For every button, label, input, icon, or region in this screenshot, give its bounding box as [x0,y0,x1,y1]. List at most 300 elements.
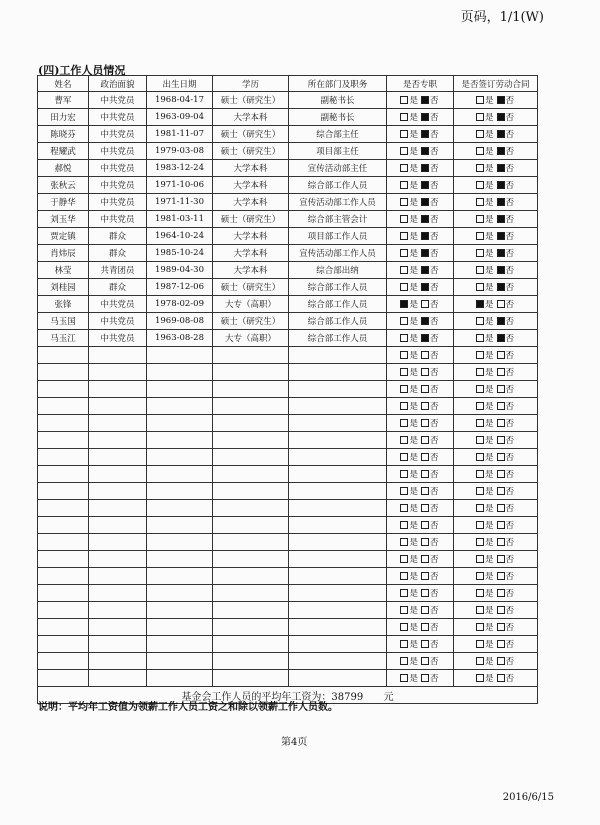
fulltime-yes-checkbox[interactable] [400,164,408,172]
education-cell: 大学本科 [213,228,289,245]
department-cell: 项目部工作人员 [289,228,387,245]
fulltime-yes-checkbox[interactable] [400,606,408,614]
contract-no-label: 否 [505,419,515,429]
contract-no-checkbox[interactable] [497,606,505,614]
contract-yes-checkbox[interactable] [476,538,484,546]
contract-yes-checkbox[interactable] [476,334,484,342]
table-row [38,211,538,228]
empty-cell [89,517,147,534]
empty-cell [89,585,147,602]
contract-cell [454,143,538,160]
contract-yes-label: 是 [484,555,494,565]
fulltime-yes-label: 是 [409,555,418,565]
contract-yes-checkbox[interactable] [476,266,484,274]
fulltime-no-checkbox[interactable] [421,164,429,172]
department-cell: 综合部工作人员 [289,279,387,296]
empty-cell [213,653,289,670]
fulltime-yes-checkbox[interactable] [400,317,408,325]
empty-cell [89,415,147,432]
empty-cell [89,619,147,636]
fulltime-no-checkbox[interactable] [421,521,429,529]
fulltime-yes-checkbox[interactable] [400,113,408,121]
contract-no-checkbox[interactable] [497,300,505,308]
contract-yes-checkbox[interactable] [476,470,484,478]
fulltime-no-checkbox[interactable] [421,436,429,444]
contract-yes-label: 是 [484,674,494,684]
empty-cell [213,449,289,466]
staff-name-cell: 贾定镇 [38,228,89,245]
fulltime-yes-label: 是 [409,419,418,429]
fulltime-no-checkbox[interactable] [421,198,429,206]
contract-no-checkbox[interactable] [497,130,505,138]
contract-no-checkbox[interactable] [497,640,505,648]
fulltime-no-checkbox[interactable] [421,147,429,155]
empty-cell [213,568,289,585]
contract-no-checkbox[interactable] [497,368,505,376]
contract-yes-label: 是 [484,453,494,463]
fulltime-no-label: 否 [430,385,439,395]
empty-cell [89,432,147,449]
fulltime-no-label: 否 [430,181,439,191]
fulltime-no-checkbox[interactable] [421,334,429,342]
birth-date-cell: 1987-12-06 [147,279,213,296]
contract-cell [454,160,538,177]
contract-yes-label: 是 [484,385,494,395]
contract-yes-checkbox[interactable] [476,640,484,648]
contract-yes-checkbox[interactable] [476,317,484,325]
contract-no-checkbox[interactable] [497,538,505,546]
fulltime-no-label: 否 [430,504,439,514]
empty-cell [38,585,89,602]
fulltime-no-checkbox[interactable] [421,555,429,563]
contract-no-label: 否 [505,249,515,259]
fulltime-yes-label: 是 [409,606,418,616]
empty-cell [213,364,289,381]
contract-yes-label: 是 [484,334,494,344]
contract-cell [454,279,538,296]
education-cell: 大学本科 [213,109,289,126]
contract-yes-checkbox[interactable] [476,351,484,359]
fulltime-no-checkbox[interactable] [421,504,429,512]
fulltime-cell [387,228,454,245]
fulltime-yes-label: 是 [409,351,418,361]
contract-yes-checkbox[interactable] [476,283,484,291]
contract-yes-checkbox[interactable] [476,215,484,223]
empty-cell [289,602,387,619]
staff-name-cell: 肖炜辰 [38,245,89,262]
contract-no-checkbox[interactable] [497,555,505,563]
contract-yes-checkbox[interactable] [476,589,484,597]
contract-no-label: 否 [505,453,515,463]
empty-cell [89,466,147,483]
department-cell: 宣传活动部工作人员 [289,245,387,262]
contract-yes-label: 是 [484,589,494,599]
contract-yes-checkbox[interactable] [476,164,484,172]
empty-cell [289,670,387,687]
fulltime-cell [387,330,454,347]
empty-cell [289,432,387,449]
birth-date-cell: 1989-04-30 [147,262,213,279]
fulltime-yes-label: 是 [409,538,418,548]
birth-date-cell: 1981-11-07 [147,126,213,143]
political-status-cell: 群众 [89,228,147,245]
empty-cell [38,432,89,449]
fulltime-yes-checkbox[interactable] [400,181,408,189]
fulltime-no-label: 否 [430,300,439,310]
fulltime-no-checkbox[interactable] [421,96,429,104]
fulltime-no-checkbox[interactable] [421,385,429,393]
empty-table-row [38,381,538,398]
fulltime-no-label: 否 [430,130,439,140]
empty-cell [213,347,289,364]
fulltime-no-checkbox[interactable] [421,181,429,189]
fulltime-no-checkbox[interactable] [421,419,429,427]
political-status-cell: 中共党员 [89,330,147,347]
contract-yes-checkbox[interactable] [476,232,484,240]
table-row [38,194,538,211]
fulltime-cell [387,619,454,636]
fulltime-no-label: 否 [430,555,439,565]
empty-table-row [38,347,538,364]
fulltime-yes-checkbox[interactable] [400,623,408,631]
fulltime-no-label: 否 [430,436,439,446]
contract-no-label: 否 [505,436,515,446]
contract-no-checkbox[interactable] [497,317,505,325]
fulltime-no-label: 否 [430,283,439,293]
contract-no-checkbox[interactable] [497,385,505,393]
fulltime-no-checkbox[interactable] [421,606,429,614]
contract-yes-checkbox[interactable] [476,487,484,495]
contract-yes-checkbox[interactable] [476,453,484,461]
empty-cell [38,347,89,364]
political-status-cell: 中共党员 [89,313,147,330]
contract-yes-label: 是 [484,368,494,378]
contract-no-checkbox[interactable] [497,96,505,104]
fulltime-yes-label: 是 [409,130,418,140]
empty-cell [147,381,213,398]
fulltime-no-checkbox[interactable] [421,113,429,121]
empty-cell [147,534,213,551]
fulltime-cell [387,551,454,568]
department-cell: 综合部工作人员 [289,296,387,313]
fulltime-yes-checkbox[interactable] [400,249,408,257]
contract-yes-label: 是 [484,300,494,310]
col-header-department: 所在部门及职务 [289,76,387,92]
contract-no-checkbox[interactable] [497,249,505,257]
contract-no-checkbox[interactable] [497,215,505,223]
fulltime-yes-checkbox[interactable] [400,283,408,291]
fulltime-yes-checkbox[interactable] [400,657,408,665]
contract-yes-label: 是 [484,113,494,123]
contract-yes-label: 是 [484,266,494,276]
fulltime-yes-checkbox[interactable] [400,147,408,155]
empty-cell [213,500,289,517]
contract-yes-checkbox[interactable] [476,368,484,376]
contract-yes-label: 是 [484,130,494,140]
fulltime-yes-checkbox[interactable] [400,538,408,546]
fulltime-no-checkbox[interactable] [421,266,429,274]
contract-yes-checkbox[interactable] [476,657,484,665]
col-header-name: 姓名 [38,76,89,92]
contract-cell [454,245,538,262]
fulltime-yes-checkbox[interactable] [400,521,408,529]
fulltime-yes-checkbox[interactable] [400,300,408,308]
fulltime-yes-checkbox[interactable] [400,96,408,104]
contract-no-checkbox[interactable] [497,657,505,665]
fulltime-no-checkbox[interactable] [421,657,429,665]
fulltime-no-label: 否 [430,351,439,361]
contract-yes-label: 是 [484,351,494,361]
fulltime-no-label: 否 [430,113,439,123]
contract-cell [454,313,538,330]
fulltime-yes-checkbox[interactable] [400,640,408,648]
contract-yes-checkbox[interactable] [476,181,484,189]
fulltime-no-label: 否 [430,674,439,684]
contract-cell [454,568,538,585]
department-cell: 副秘书长 [289,92,387,109]
table-row [38,177,538,194]
fulltime-yes-checkbox[interactable] [400,419,408,427]
contract-yes-label: 是 [484,504,494,514]
contract-no-checkbox[interactable] [497,504,505,512]
staff-name-cell: 马玉国 [38,313,89,330]
fulltime-cell [387,194,454,211]
fulltime-yes-checkbox[interactable] [400,351,408,359]
fulltime-no-label: 否 [430,215,439,225]
fulltime-yes-checkbox[interactable] [400,436,408,444]
fulltime-yes-label: 是 [409,589,418,599]
birth-date-cell: 1979-03-08 [147,143,213,160]
contract-yes-checkbox[interactable] [476,521,484,529]
contract-yes-checkbox[interactable] [476,300,484,308]
table-row [38,228,538,245]
empty-cell [289,517,387,534]
empty-cell [213,381,289,398]
empty-cell [147,432,213,449]
empty-table-row [38,602,538,619]
department-cell: 综合部出纳 [289,262,387,279]
fulltime-yes-checkbox[interactable] [400,504,408,512]
contract-yes-checkbox[interactable] [476,623,484,631]
contract-no-checkbox[interactable] [497,198,505,206]
fulltime-yes-label: 是 [409,266,418,276]
contract-no-label: 否 [505,300,515,310]
contract-no-label: 否 [505,368,515,378]
contract-no-checkbox[interactable] [497,521,505,529]
contract-no-checkbox[interactable] [497,181,505,189]
section-title: (四)工作人员情况 [38,64,126,77]
fulltime-yes-label: 是 [409,521,418,531]
contract-no-checkbox[interactable] [497,674,505,682]
birth-date-cell: 1971-10-06 [147,177,213,194]
staff-name-cell: 田力宏 [38,109,89,126]
political-status-cell: 群众 [89,279,147,296]
contract-no-checkbox[interactable] [497,572,505,580]
contract-no-checkbox[interactable] [497,164,505,172]
contract-yes-checkbox[interactable] [476,249,484,257]
fulltime-no-checkbox[interactable] [421,470,429,478]
fulltime-no-checkbox[interactable] [421,351,429,359]
fulltime-yes-checkbox[interactable] [400,674,408,682]
fulltime-no-checkbox[interactable] [421,300,429,308]
contract-yes-checkbox[interactable] [476,385,484,393]
empty-cell [289,398,387,415]
contract-yes-label: 是 [484,623,494,633]
fulltime-no-label: 否 [430,96,439,106]
contract-cell [454,670,538,687]
fulltime-yes-checkbox[interactable] [400,334,408,342]
empty-cell [147,483,213,500]
fulltime-cell [387,177,454,194]
fulltime-yes-checkbox[interactable] [400,368,408,376]
fulltime-yes-checkbox[interactable] [400,232,408,240]
contract-yes-checkbox[interactable] [476,606,484,614]
contract-yes-checkbox[interactable] [476,436,484,444]
fulltime-yes-checkbox[interactable] [400,572,408,580]
fulltime-yes-label: 是 [409,453,418,463]
contract-yes-checkbox[interactable] [476,674,484,682]
fulltime-no-checkbox[interactable] [421,674,429,682]
fulltime-no-checkbox[interactable] [421,453,429,461]
empty-cell [147,466,213,483]
empty-cell [147,415,213,432]
fulltime-yes-checkbox[interactable] [400,589,408,597]
birth-date-cell: 1978-02-09 [147,296,213,313]
empty-cell [213,636,289,653]
fulltime-no-checkbox[interactable] [421,487,429,495]
empty-cell [38,415,89,432]
empty-table-row [38,568,538,585]
contract-no-checkbox[interactable] [497,419,505,427]
contract-yes-checkbox[interactable] [476,402,484,410]
contract-yes-label: 是 [484,215,494,225]
contract-yes-checkbox[interactable] [476,113,484,121]
contract-no-checkbox[interactable] [497,351,505,359]
fulltime-no-checkbox[interactable] [421,640,429,648]
staff-table [37,75,538,704]
fulltime-yes-checkbox[interactable] [400,130,408,138]
contract-yes-checkbox[interactable] [476,504,484,512]
empty-cell [89,534,147,551]
contract-no-checkbox[interactable] [497,589,505,597]
contract-no-checkbox[interactable] [497,232,505,240]
fulltime-no-checkbox[interactable] [421,589,429,597]
contract-no-label: 否 [505,164,515,174]
contract-no-label: 否 [505,385,515,395]
fulltime-no-checkbox[interactable] [421,623,429,631]
contract-no-label: 否 [505,640,515,650]
contract-yes-label: 是 [484,96,494,106]
fulltime-yes-checkbox[interactable] [400,266,408,274]
contract-no-label: 否 [505,538,515,548]
contract-yes-checkbox[interactable] [476,96,484,104]
fulltime-no-checkbox[interactable] [421,249,429,257]
contract-no-checkbox[interactable] [497,436,505,444]
contract-no-label: 否 [505,555,515,565]
empty-cell [38,381,89,398]
fulltime-no-label: 否 [430,487,439,497]
fulltime-yes-checkbox[interactable] [400,487,408,495]
fulltime-yes-checkbox[interactable] [400,215,408,223]
staff-name-cell: 马玉江 [38,330,89,347]
contract-yes-checkbox[interactable] [476,572,484,580]
contract-yes-checkbox[interactable] [476,198,484,206]
contract-cell [454,653,538,670]
fulltime-no-checkbox[interactable] [421,317,429,325]
document-date: 2016/6/15 [502,792,554,803]
fulltime-yes-label: 是 [409,317,418,327]
fulltime-yes-checkbox[interactable] [400,402,408,410]
contract-no-checkbox[interactable] [497,623,505,631]
fulltime-no-checkbox[interactable] [421,538,429,546]
education-cell: 大学本科 [213,160,289,177]
fulltime-no-checkbox[interactable] [421,215,429,223]
staff-name-cell: 程耀武 [38,143,89,160]
contract-yes-checkbox[interactable] [476,147,484,155]
table-row [38,245,538,262]
contract-yes-label: 是 [484,606,494,616]
staff-name-cell: 张秋云 [38,177,89,194]
contract-no-checkbox[interactable] [497,453,505,461]
empty-cell [289,500,387,517]
fulltime-yes-checkbox[interactable] [400,453,408,461]
fulltime-no-checkbox[interactable] [421,232,429,240]
fulltime-yes-checkbox[interactable] [400,385,408,393]
contract-no-checkbox[interactable] [497,470,505,478]
contract-cell [454,517,538,534]
table-row [38,330,538,347]
fulltime-no-checkbox[interactable] [421,402,429,410]
birth-date-cell: 1963-08-28 [147,330,213,347]
empty-table-row [38,619,538,636]
fulltime-yes-checkbox[interactable] [400,198,408,206]
contract-no-checkbox[interactable] [497,334,505,342]
fulltime-cell [387,568,454,585]
empty-cell [38,670,89,687]
contract-no-label: 否 [505,351,515,361]
empty-cell [89,347,147,364]
fulltime-no-checkbox[interactable] [421,572,429,580]
fulltime-yes-checkbox[interactable] [400,470,408,478]
fulltime-no-checkbox[interactable] [421,368,429,376]
contract-cell [454,415,538,432]
contract-no-checkbox[interactable] [497,147,505,155]
political-status-cell: 中共党员 [89,109,147,126]
contract-no-checkbox[interactable] [497,402,505,410]
empty-cell [213,551,289,568]
political-status-cell: 中共党员 [89,194,147,211]
contract-no-label: 否 [505,521,515,531]
contract-no-checkbox[interactable] [497,283,505,291]
empty-cell [89,568,147,585]
contract-yes-checkbox[interactable] [476,130,484,138]
contract-no-checkbox[interactable] [497,487,505,495]
contract-cell [454,432,538,449]
contract-no-checkbox[interactable] [497,113,505,121]
contract-yes-label: 是 [484,657,494,667]
empty-cell [147,619,213,636]
fulltime-yes-checkbox[interactable] [400,555,408,563]
contract-cell [454,619,538,636]
birth-date-cell: 1981-03-11 [147,211,213,228]
fulltime-cell [387,143,454,160]
fulltime-no-checkbox[interactable] [421,283,429,291]
fulltime-no-checkbox[interactable] [421,130,429,138]
contract-yes-checkbox[interactable] [476,555,484,563]
contract-yes-label: 是 [484,402,494,412]
contract-no-checkbox[interactable] [497,266,505,274]
contract-yes-checkbox[interactable] [476,419,484,427]
